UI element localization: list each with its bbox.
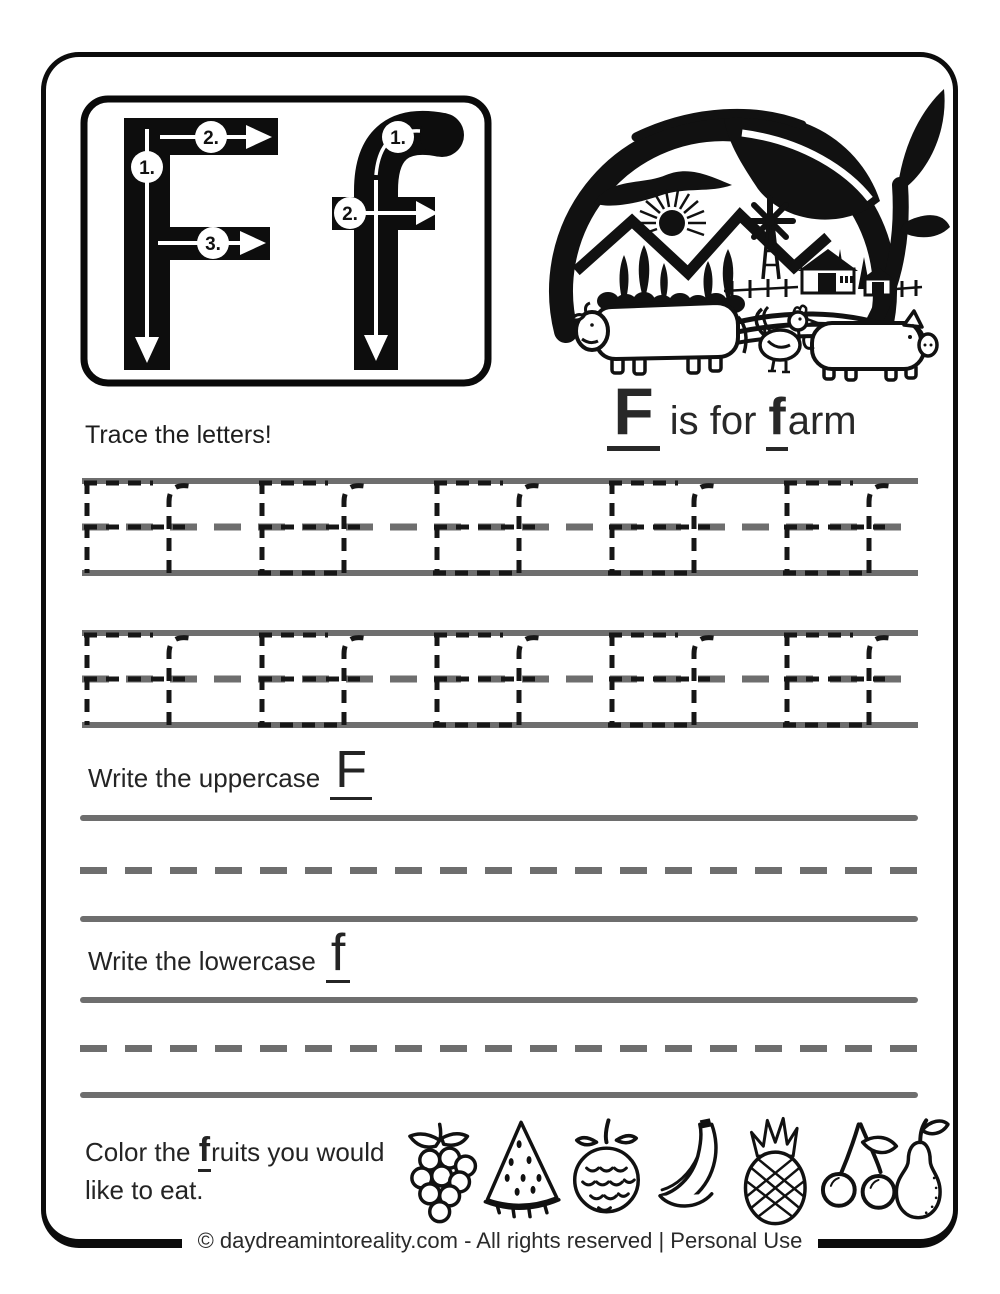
color-task-bold-f: f (198, 1131, 211, 1172)
writing-line-solid (80, 1092, 918, 1098)
color-fruits-task (85, 1131, 405, 1209)
writing-line-solid (80, 815, 918, 821)
write-uppercase-label: Write the uppercase (88, 763, 321, 793)
cow (572, 303, 746, 374)
write-lowercase-label: Write the lowercase (88, 946, 316, 976)
caption-capital-f: F (607, 378, 659, 451)
write-uppercase-heading (88, 741, 372, 800)
trace-letters-label: Trace the letters! (85, 421, 272, 449)
caption-rest: arm (787, 399, 857, 443)
writing-line-solid (80, 997, 918, 1003)
lowercase-step-2: 2. (342, 204, 358, 225)
footer-text: © daydreamintoreality.com - All rights reserved | Personal Use (182, 1226, 819, 1256)
uppercase-step-3: 3. (205, 234, 221, 255)
farm-illustration (512, 72, 952, 384)
banana-icon (660, 1118, 716, 1206)
writing-line-dashed (80, 867, 918, 874)
write-lowercase-heading (88, 924, 350, 983)
caption-word-farm (766, 388, 857, 446)
pineapple-icon (745, 1118, 805, 1223)
lowercase-letter-sample: f (326, 927, 350, 983)
uppercase-step-1: 1. (139, 158, 155, 179)
color-task-line2: like to eat. (85, 1175, 204, 1205)
color-task-after: ruits you would (211, 1137, 385, 1167)
letter-guide-box (80, 95, 492, 387)
caption-middle-text: is for (669, 399, 757, 443)
grapes-icon (410, 1124, 476, 1221)
writing-line-dashed (80, 1045, 918, 1052)
trace-row-2 (78, 620, 922, 736)
pear-icon (896, 1120, 948, 1217)
trace-row-1 (78, 468, 922, 584)
lowercase-step-1: 1. (390, 128, 406, 149)
color-task-before: Color the (85, 1137, 198, 1167)
cherries-icon (823, 1124, 896, 1207)
caption-lower-f: f (766, 388, 787, 451)
raspberry-icon (575, 1120, 639, 1211)
writing-line-solid (80, 916, 918, 922)
uppercase-letter-sample: F (330, 744, 372, 800)
uppercase-step-2: 2. (203, 128, 219, 149)
watermelon-icon (485, 1122, 558, 1216)
pig (804, 311, 937, 380)
footer (0, 1226, 1000, 1256)
fruits-row (396, 1116, 952, 1230)
caption-f-is-for-farm (512, 374, 952, 451)
